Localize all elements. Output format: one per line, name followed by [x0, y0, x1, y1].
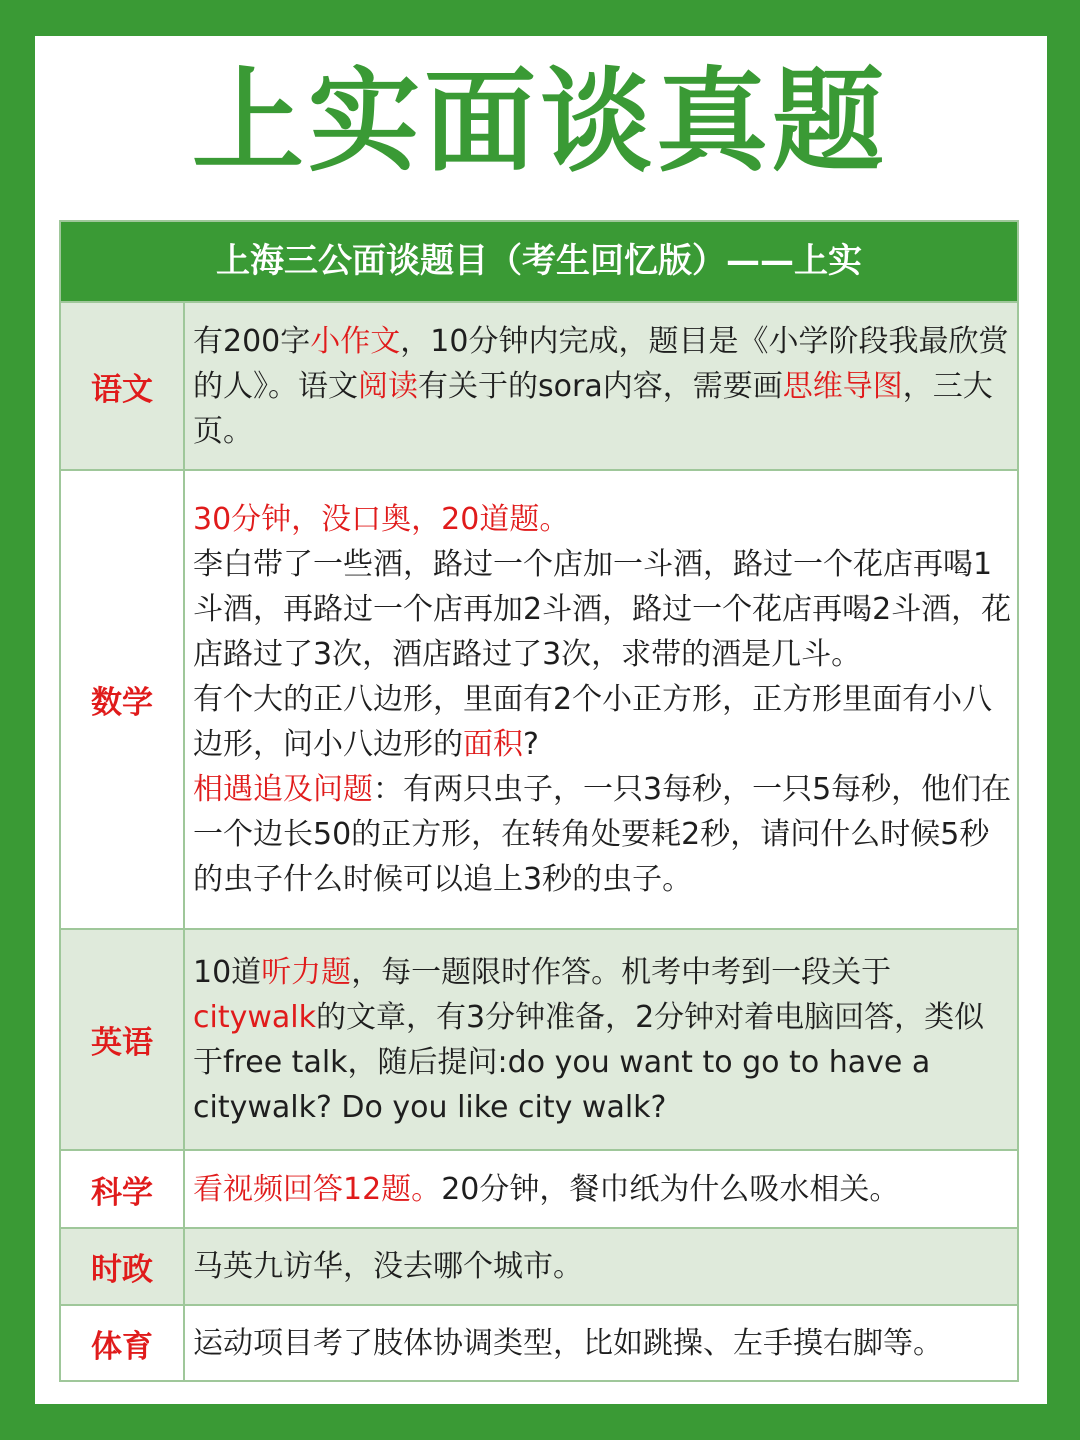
body-text: ：有两只虫子，一只3每秒，一只5每秒，他们在一个边长50的正方形，在转角处要耗2秒，请问什么时候5秒的虫子什么时候可以追上3秒的虫子。: [193, 772, 1012, 897]
body-text: 运动项目考了肢体协调类型，比如跳操、左手摸右脚等。: [193, 1325, 943, 1361]
table-row-politics: [61, 1227, 1017, 1304]
subject-label: 数学: [61, 471, 185, 928]
body-text: 10道: [193, 954, 262, 990]
content-paragraph: [193, 497, 1013, 542]
content-paragraph: [193, 677, 1013, 767]
highlight-text: 面积: [463, 727, 523, 762]
highlight-text: 相遇追及问题: [193, 772, 373, 807]
row-content: [185, 471, 1017, 928]
exam-table: [59, 220, 1019, 1382]
highlight-text: 看视频回答12题。: [193, 1171, 442, 1207]
row-content: [185, 930, 1017, 1149]
body-text: 马英九访华，没去哪个城市。: [193, 1249, 583, 1284]
subject-label: 时政: [61, 1229, 185, 1304]
content-paragraph: [193, 767, 1013, 902]
table-header: 上海三公面谈题目（考生回忆版）——上实: [61, 222, 1017, 301]
table-row-pe: [61, 1304, 1017, 1380]
body-text: 的文章，有3分钟准备，2分钟对着电脑回答，类似于free talk，随后提问:do you want to go to have a citywalk? Do you like city walk?: [193, 999, 985, 1125]
body-text: ，每一题限时作答。机考中考到一段关于: [351, 954, 892, 990]
highlight-text: 30分钟，没口奥，20道题。: [193, 502, 570, 537]
highlight-text: 思维导图: [782, 368, 903, 404]
body-text: 有个大的正八边形，里面有2个小正方形，正方形里面有小八边形，问小八边形的: [193, 682, 993, 762]
body-text: ，三大页。: [193, 368, 993, 449]
row-content: [185, 1151, 1017, 1227]
content-paragraph: [193, 1244, 1013, 1289]
table-row-english: [61, 928, 1017, 1149]
subject-label: 科学: [61, 1151, 185, 1227]
highlight-text: 听力题: [261, 954, 352, 990]
page-title: 上实面谈真题: [192, 57, 888, 187]
subject-label: 体育: [61, 1306, 185, 1380]
content-paragraph: [193, 319, 1013, 454]
content-paragraph: [193, 1321, 1013, 1366]
body-text: 李白带了一些酒，路过一个店加一斗酒，路过一个花店再喝1斗酒，再路过一个店再加2斗酒，路过一个花店再喝2斗酒，花店路过了3次，酒店路过了3次，求带的酒是几斗。: [193, 547, 1012, 672]
body-text: ，10分钟内完成，题目是《小学阶段我最欣赏的人》。语文: [193, 323, 1009, 404]
body-text: 20分钟，餐巾纸为什么吸水相关。: [441, 1171, 900, 1207]
table-row-chinese: [61, 301, 1017, 469]
content-paragraph: [193, 1167, 1013, 1212]
table-row-math: [61, 469, 1017, 928]
subject-label: 语文: [61, 303, 185, 469]
row-content: [185, 303, 1017, 469]
body-text: 有200字: [193, 323, 311, 359]
highlight-text: 阅读: [358, 368, 418, 404]
row-content: [185, 1229, 1017, 1304]
content-paragraph: [193, 542, 1013, 677]
row-content: [185, 1306, 1017, 1380]
body-text: 有关于的sora内容，需要画: [418, 368, 783, 404]
table-row-science: [61, 1149, 1017, 1227]
subject-label: 英语: [61, 930, 185, 1149]
content-paragraph: [193, 950, 1013, 1130]
body-text: ?: [523, 727, 539, 762]
highlight-text: citywalk: [193, 999, 316, 1035]
highlight-text: 小作文: [310, 323, 401, 359]
